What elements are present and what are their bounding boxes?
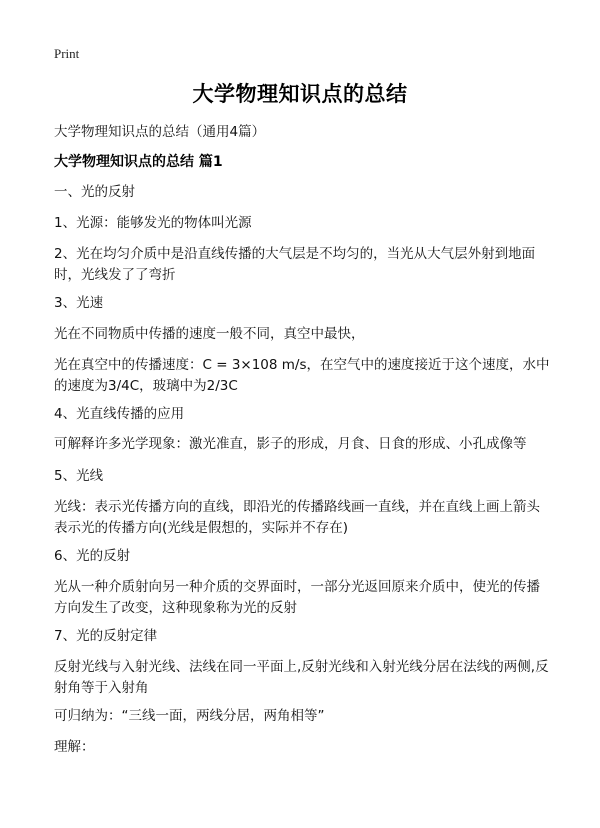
document-subtitle: 大学物理知识点的总结（通用4篇）	[54, 124, 266, 140]
heading-light-ray: 5、光线	[54, 468, 104, 484]
paragraph-summary: 可归纳为：“三线一面，两线分居，两角相等”	[54, 708, 325, 724]
paragraph-light-ray: 光线：表示光传播方向的直线，即沿光的传播路线画一直线，并在直线上画上箭头表示光的传播方向(光线是假想的，实际并不存在)	[54, 499, 540, 536]
paragraph-light-source: 1、光源：能够发光的物体叫光源	[54, 215, 252, 231]
paragraph-vacuum-speed: 光在真空中的传播速度：C = 3×108 m/s，在空气中的速度接近于这个速度，水中的速度为3/4C，玻璃中为2/3C	[54, 357, 550, 394]
paragraph-applications: 可解释许多光学现象：激光准直，影子的形成，月食、日食的形成、小孔成像等	[54, 436, 527, 452]
heading-light-speed: 3、光速	[54, 295, 104, 311]
paragraph-understanding: 理解：	[54, 739, 95, 755]
heading-applications: 4、光直线传播的应用	[54, 406, 185, 422]
heading-reflection: 一、光的反射	[54, 184, 135, 200]
print-label: Print	[54, 46, 80, 61]
heading-light-reflection: 6、光的反射	[54, 548, 131, 564]
paragraph-speed-media: 光在不同物质中传播的速度一般不同，真空中最快，	[54, 326, 365, 342]
paragraph-reflection-law: 反射光线与入射光线、法线在同一平面上,反射光线和入射光线分居在法线的两侧,反射角等于入射角	[54, 659, 549, 696]
page-title: 大学物理知识点的总结	[192, 82, 408, 106]
paragraph-reflection: 光从一种介质射向另一种介质的交界面时，一部分光返回原来介质中，使光的传播方向发生了改变，这种现象称为光的反射	[54, 579, 540, 616]
paragraph-straight-propagation: 2、光在均匀介质中是沿直线传播的大气层是不均匀的，当光从大气层外射到地面时，光线发了了弯折	[54, 246, 536, 283]
section-heading: 大学物理知识点的总结 篇1	[54, 154, 223, 170]
heading-reflection-law: 7、光的反射定律	[54, 628, 158, 644]
